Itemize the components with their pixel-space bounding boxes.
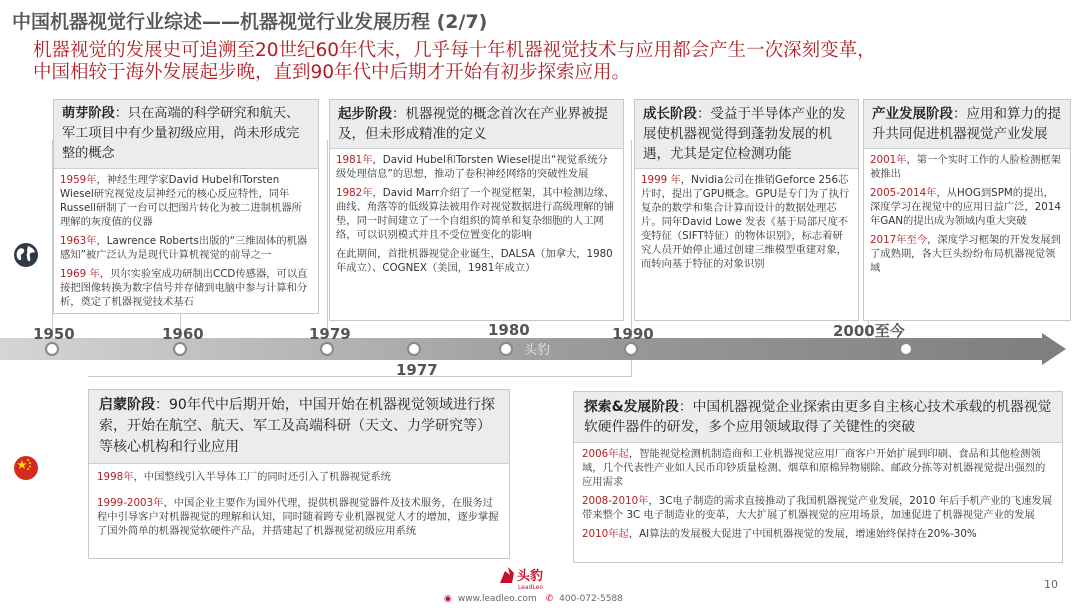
timeline-dot-1977	[407, 342, 421, 356]
year-label-1990: 1990	[612, 325, 654, 343]
page-number: 10	[1044, 578, 1058, 591]
timeline-dot-1960	[173, 342, 187, 356]
timeline-arrowhead	[1042, 333, 1066, 365]
stage-label: 启蒙阶段	[99, 397, 155, 413]
globe-icon	[13, 242, 39, 268]
year-label-1980: 1980	[488, 321, 530, 339]
event-item: 在此期间，首批机器视觉企业诞生，DALSA（加拿大，1980年成立）、COGNEX（美国，1981年成立）	[336, 248, 613, 274]
event-item: 1959年，神经生理学家David Hubel和Torsten Wiesel研究视觉皮层神经元的核心反应特性，同年Russell研制了一台可以把图片转化为被二进制机器所理解的灰度值的仪器	[60, 174, 302, 228]
year-label-1950: 1950	[33, 325, 75, 343]
event-item: 1982年，David Marr介绍了一个视觉框架，其中检测边缘、曲线、角落等的低级算法被用作对视觉数据进行高级理解的铺垫，同一时间建立了一个自组织的简单和复杂细胞的人工网络，可以识别模式并且不受位置变化的影响	[336, 187, 615, 241]
subtitle-line-2: 中国相较于海外发展起步晚，直到90年代中后期才开始有初步探索应用。	[33, 62, 631, 83]
year-label-1979: 1979	[309, 325, 351, 343]
event-item: 1999-2003年，中国企业主要作为国外代理，提供机器视觉器件及技术服务，在服务过程中引导客户对机器视觉的理解和认知，同时随着跨专业机器视觉人才的增加，逐步掌握了国外简单的机器视觉软硬件产品，并搭建起了机器视觉初级应用系统	[97, 497, 499, 537]
stage-sprouting-box	[53, 99, 319, 314]
event-item: 2005-2014年，从HOG到SPM的提出，深度学习在视觉中的应用日益广泛，2014年GAN的提出成为领域内重大突破	[870, 187, 1061, 227]
connector-1990	[631, 140, 632, 345]
timeline-arrow	[0, 338, 1042, 360]
timeline-dot-2000	[899, 342, 913, 356]
event-item: 1969 年，贝尔实验室成功研制出CCD传感器，可以直接把图像转换为数字信号并存储到电脑中参与计算和分析，奠定了机器视觉技术基石	[60, 268, 308, 308]
stage-desc: ：只在高端的科学研究和航天、军工项目中有少量初级应用，尚未形成完整的概念	[62, 106, 300, 161]
page-title: 中国机器视觉行业综述——机器视觉行业发展历程 (2/7)	[12, 11, 488, 33]
subtitle-line-1: 机器视觉的发展史可追溯至20世纪60年代末，几乎每十年机器视觉技术与应用都会产生一次深刻变革，	[33, 40, 876, 61]
stage-desc: ：受益于半导体产业的发展使机器视觉得到蓬勃发展的机遇，尤其是定位检测功能	[643, 106, 846, 162]
year-label-1977: 1977	[396, 361, 438, 379]
footer-contact	[444, 594, 629, 604]
year-label-2000: 2000至今	[833, 322, 905, 340]
timeline-dot-1980	[499, 342, 513, 356]
event-item: 2006年起，智能视觉检测机制造商和工业机器视觉应用厂商客户开始扩展到印刷、食品和其他检测领域，几个代表性产业如人民币印钞质量检测、烟草和原棉异物剔除、邮政分拣等对机器视觉提出强烈的应用需求	[582, 448, 1046, 488]
connector-1990-bottom	[631, 357, 632, 377]
stage-industry-box	[863, 99, 1071, 321]
event-item: 1998年，中国整线引入半导体工厂的同时还引入了机器视觉系统	[97, 471, 391, 483]
stage-label: 起步阶段	[338, 106, 392, 122]
stage-label: 萌芽阶段	[62, 106, 115, 121]
event-item: 1981年，David Hubel和Torsten Wiesel提出“视觉系统分级处理信息”的思想，推动了卷积神经网络的突破性发展	[336, 154, 608, 180]
phone-icon: ✆	[545, 594, 554, 604]
timeline-dot-1979	[320, 342, 334, 356]
china-flag-icon	[13, 455, 39, 481]
stage-desc: ：90年代中后期开始，中国开始在机器视觉领域进行探索，开始在航空、航天、军工及高端科研（天文、力学研究等）等核心机构和行业应用	[99, 397, 495, 455]
leadleo-logo	[496, 563, 560, 591]
stage-enlightenment-box	[88, 389, 510, 559]
svg-text:头豹: 头豹	[517, 569, 544, 584]
event-item: 1963年，Lawrence Roberts出版的“三维固体的机器感知”被广泛认为是现代计算机视觉的前导之一	[60, 235, 308, 261]
stage-desc: ：应用和算力的提升共同促进机器视觉产业发展	[872, 106, 1061, 142]
event-item: 2001年，第一个实时工作的人脸检测框架被推出	[870, 154, 1061, 180]
svg-text:LeadLeo: LeadLeo	[518, 584, 544, 591]
stage-growth-box	[634, 99, 859, 321]
connector-1979	[327, 140, 328, 345]
phone-number: 400-072-5588	[559, 594, 623, 604]
event-item: 2008-2010年，3C电子制造的需求直接推动了我国机器视觉产业发展，2010 年后手机产业的飞速发展带来整个 3C 电子制造业的变革，大大扩展了机器视觉的应用场景，加速促进了机器视觉产业的发展	[582, 495, 1053, 521]
watermark: 头豹	[524, 343, 551, 358]
timeline-dot-1990	[624, 342, 638, 356]
connector-china-line	[88, 376, 631, 377]
stage-label: 成长阶段	[643, 106, 697, 122]
event-item: 1999 年，Nvidia公司在推销Geforce 256芯片时，提出了GPU概念。GPU是专门为了执行复杂的数学和集合计算而设计的数据处理芯片。同年David Lowe 发表《基于局部尺度不变特征（SIFT特征）的物体识别》，标志着研究人员开始停止通过创建三维模型重建对象，而转向基于特征的对象识别	[641, 174, 850, 270]
stage-label: 探索&发展阶段	[584, 399, 679, 415]
timeline-dot-1950	[45, 342, 59, 356]
stage-exploration-box	[573, 391, 1063, 563]
website-icon: ◉	[444, 594, 452, 604]
stage-label: 产业发展阶段	[872, 106, 953, 122]
page-subtitle	[33, 40, 876, 84]
event-item: 2017年至今，深度学习框架的开发发展到了成熟期，各大巨头纷纷布局机器视觉领域	[870, 234, 1061, 274]
website-link[interactable]: www.leadleo.com	[457, 594, 537, 604]
year-label-1960: 1960	[162, 325, 204, 343]
stage-desc: ：中国机器视觉企业探索由更多自主核心技术承载的机器视觉软硬件器件的研发，多个应用领域取得了关键性的突破	[584, 399, 1052, 435]
stage-startup-box	[329, 99, 624, 321]
stage-desc: ：机器视觉的概念首次在产业界被提及，但未形成精准的定义	[338, 106, 608, 142]
event-item: 2010年起，AI算法的发展极大促进了中国机器视觉的发展，增速始终保持在20%-30%	[582, 528, 977, 540]
